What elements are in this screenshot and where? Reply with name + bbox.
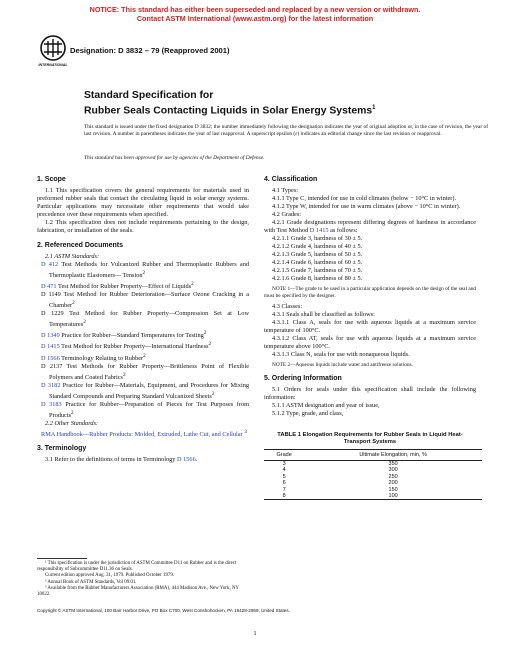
table-cell-grade: 7 <box>282 486 286 493</box>
footnote-2: ² Annual Book of ASTM Standards, Vol 09.01. <box>45 579 137 585</box>
grade-item: 4.2.1.3 Grade 5, hardness of 50 ± 5. <box>272 251 363 258</box>
reference-item[interactable]: D 1566 Terminology Relating to Rubber$^2$ <box>41 352 146 362</box>
grade-item: 4.2.1.5 Grade 7, hardness of 70 ± 5. <box>272 267 363 274</box>
type-w: 4.1.2 Type W, intended for use in warm climates (above − 10°C in winter). <box>272 203 461 210</box>
astm-logo <box>40 35 66 69</box>
table-cell-grade: 3 <box>282 461 286 467</box>
table-cell-elongation: 300 <box>388 467 398 474</box>
terminology-link[interactable]: D 1566 <box>177 456 196 464</box>
d1415-link[interactable]: D 1415 <box>309 227 329 234</box>
section-referenced-docs-heading: 2. Referenced Documents <box>37 242 123 249</box>
page-number: 1 <box>253 630 257 637</box>
type-c: 4.1.1 Type C, intended for use in cold climates (below − 10°C in winter). <box>272 195 457 202</box>
table-1-title: TABLE 1 Elongation Requirements for Rubber Seals in Liquid Heat-Transport Systems <box>277 432 463 445</box>
right-column <box>264 172 476 500</box>
grade-item: 4.2.1.6 Grade 8, hardness of 80 ± 5. <box>272 275 363 282</box>
table-cell-elongation: 100 <box>304 493 482 500</box>
table-cell-grade: 6 <box>282 480 286 487</box>
defense-note: This standard has been approved for use by agencies of the Department of Defense. <box>84 155 265 161</box>
svg-text:INTERNATIONAL: INTERNATIONAL <box>38 63 68 67</box>
reference-item[interactable]: D 471 Test Method for Rubber Property—Effect of Liquids$^2$ <box>41 281 194 291</box>
table-cell-elongation: 250 <box>388 473 398 480</box>
table-header-grade: Grade <box>264 450 304 461</box>
note-2: NOTE 2—Aqueous liquids include water and antifreeze solutions. <box>272 362 413 368</box>
issue-note: This standard is issued under the fixed designation D 3832; the number immediately following the designation indicates the year of original adoption or, in the case of revision, the year of last revision. A number in parentheses indicates the year of last reapproval. A superscript epsilon (ε) indicates an editorial change since the last revision or reapproval. <box>84 124 488 138</box>
reference-list <box>37 261 249 420</box>
section-terminology-heading: 3. Terminology <box>37 445 87 453</box>
section-ordering-heading: 5. Ordering Information <box>264 375 342 382</box>
types-label: 4.1 Types: <box>272 187 299 194</box>
grades-intro: 4.2.1 Grade designations represent differing degrees of hardness in accordance with Test Method D 1415 as follows: <box>264 219 476 234</box>
reference-item[interactable]: D 1415 Test Method for Rubber Property—International Hardness$^2$ <box>41 341 212 351</box>
reference-item: D 1149 Test Method for Rubber Deterioration—Surface Ozone Cracking in a Chamber$^2$ <box>41 291 249 310</box>
reference-item[interactable]: D 3183 Practice for Rubber—Preparation of Pieces for Test Purposes from Products$^2$ <box>41 400 249 419</box>
footnote-1b: Current edition approved Aug. 31, 1979. Published October 1979. <box>45 573 175 579</box>
footnote-3: ³ Available from the Rubber Manufacturers Association (RMA), 444 Madison Ave., New York, NY 10022. <box>37 585 239 598</box>
table-1 <box>264 449 482 500</box>
table-cell-elongation: 350 <box>388 461 398 467</box>
table-cell-grade: 8 <box>264 493 304 500</box>
left-column <box>37 172 249 464</box>
classes-label: 4.3 Classes: <box>272 303 303 310</box>
table-row <box>264 493 482 500</box>
notice-line-1: NOTICE: This standard has either been superseded and replaced by a new version or withdrawn. <box>89 5 421 14</box>
table-cell-grade: 4 <box>282 467 286 474</box>
table-row <box>264 461 482 468</box>
reference-item[interactable]: D 3182 Practice for Rubber—Materials, Equipment, and Procedures for Mixing Standard Compounds and Preparing Standard Vulcanized Sheets$^2$ <box>41 381 250 400</box>
table-cell-elongation: 150 <box>388 486 398 493</box>
notice-line-2: Contact ASTM International (www.astm.org) for the latest information <box>136 14 374 23</box>
section-scope-heading: 1. Scope <box>37 176 66 183</box>
title-line-2: Rubber Seals Contacting Liquids in Solar Energy Systems$^1$ <box>84 105 376 117</box>
copyright: Copyright © ASTM International, 100 Barr Harbor Drive, PO Box C700, West Conshohocken, PA 19428-2959, United States. <box>37 608 290 613</box>
rma-reference[interactable]: RMA Handbook—Rubber Products: Molded, Extruded, Lathe Cut, and Cellular $^3$ <box>41 428 247 439</box>
class-item: 4.3.1.1 Class A, seals for use with aqueous liquids at a maximum service temperature of 100°C. <box>264 319 476 334</box>
para-1-1: 1.1 This specification covers the general requirements for materials used in preformed rubber seals that contact the circulating liquid in solar energy systems. Particular applications may necessitate other requirements that would take precedence over these requirements when specified. <box>37 187 249 218</box>
footnote-rule <box>37 558 87 559</box>
grade-item: 4.2.1.2 Grade 4, hardness of 40 ± 5. <box>272 243 363 250</box>
para-1-2: 1.2 This specification does not include requirements pertaining to the design, fabrication, or installation of the seals. <box>37 219 249 234</box>
grade-list <box>264 235 476 283</box>
para-5-1: 5.1 Orders for seals under this specification shall include the following information: <box>264 386 476 401</box>
astm-standards-label: 2.1 ASTM Standards: <box>45 253 100 260</box>
title-line-1: Standard Specification for <box>84 90 214 101</box>
document-title <box>84 90 484 117</box>
reference-item: D 1229 Test Method for Rubber Property—Compression Set at Low Temperatures$^2$ <box>41 310 249 329</box>
grade-item: 4.2.1.1 Grade 3, hardness of 30 ± 5. <box>272 235 363 242</box>
footnotes <box>37 561 249 598</box>
class-item: 4.3.1.3 Class N, seals for use with nonaqueous liquids. <box>272 351 410 358</box>
designation: Designation: D 3832 – 79 (Reapproved 2001) <box>70 46 230 55</box>
table-cell-grade: 5 <box>282 473 286 480</box>
para-5-1-1: 5.1.1 ASTM designation and year of issue, <box>272 402 380 409</box>
para-3-1: 3.1 Refer to the definitions of terms in Terminology D 1566. <box>45 456 198 464</box>
reference-item: D 2137 Test Methods for Rubber Property—Brittleness Point of Flexible Polymers and Coated Fabrics$^2$ <box>41 362 250 381</box>
footnote-1: ¹ This specification is under the jurisdiction of ASTM Committee D11 on Rubber and is the direct responsibility of Subcommittee D11.36 on Seals. <box>37 561 237 573</box>
grade-item: 4.2.1.4 Grade 6, hardness of 60 ± 5. <box>272 259 363 266</box>
table-cell-elongation: 200 <box>388 480 398 487</box>
class-item: 4.3.1.2 Class AT, seals for use with aqueous liquids at a maximum service temperature above 100°C. <box>264 335 476 350</box>
classes-intro: 4.3.1 Seals shall be classified as follows: <box>272 311 375 318</box>
grades-label: 4.2 Grades: <box>272 211 302 218</box>
note-1: NOTE 1—The grade to be used in a particular application depends on the design of the seal and must be specified by the designer. <box>264 286 476 299</box>
table-header-elongation: Ultimate Elongation, min, % <box>304 450 482 461</box>
notice-banner <box>0 5 510 23</box>
other-standards-label: 2.2 Other Standards: <box>45 419 99 427</box>
para-5-1-2: 5.1.2 Type, grade, and class, <box>272 410 344 417</box>
section-classification-heading: 4. Classification <box>264 176 318 183</box>
reference-item[interactable]: D 412 Test Methods for Vulcanized Rubber and Thermoplastic Rubbers and Thermoplastic Elastomers— Tension$^2$ <box>41 261 249 280</box>
reference-item[interactable]: D 1349 Practice for Rubber—Standard Temperatures for Testing$^2$ <box>41 330 207 340</box>
class-list <box>264 319 476 359</box>
